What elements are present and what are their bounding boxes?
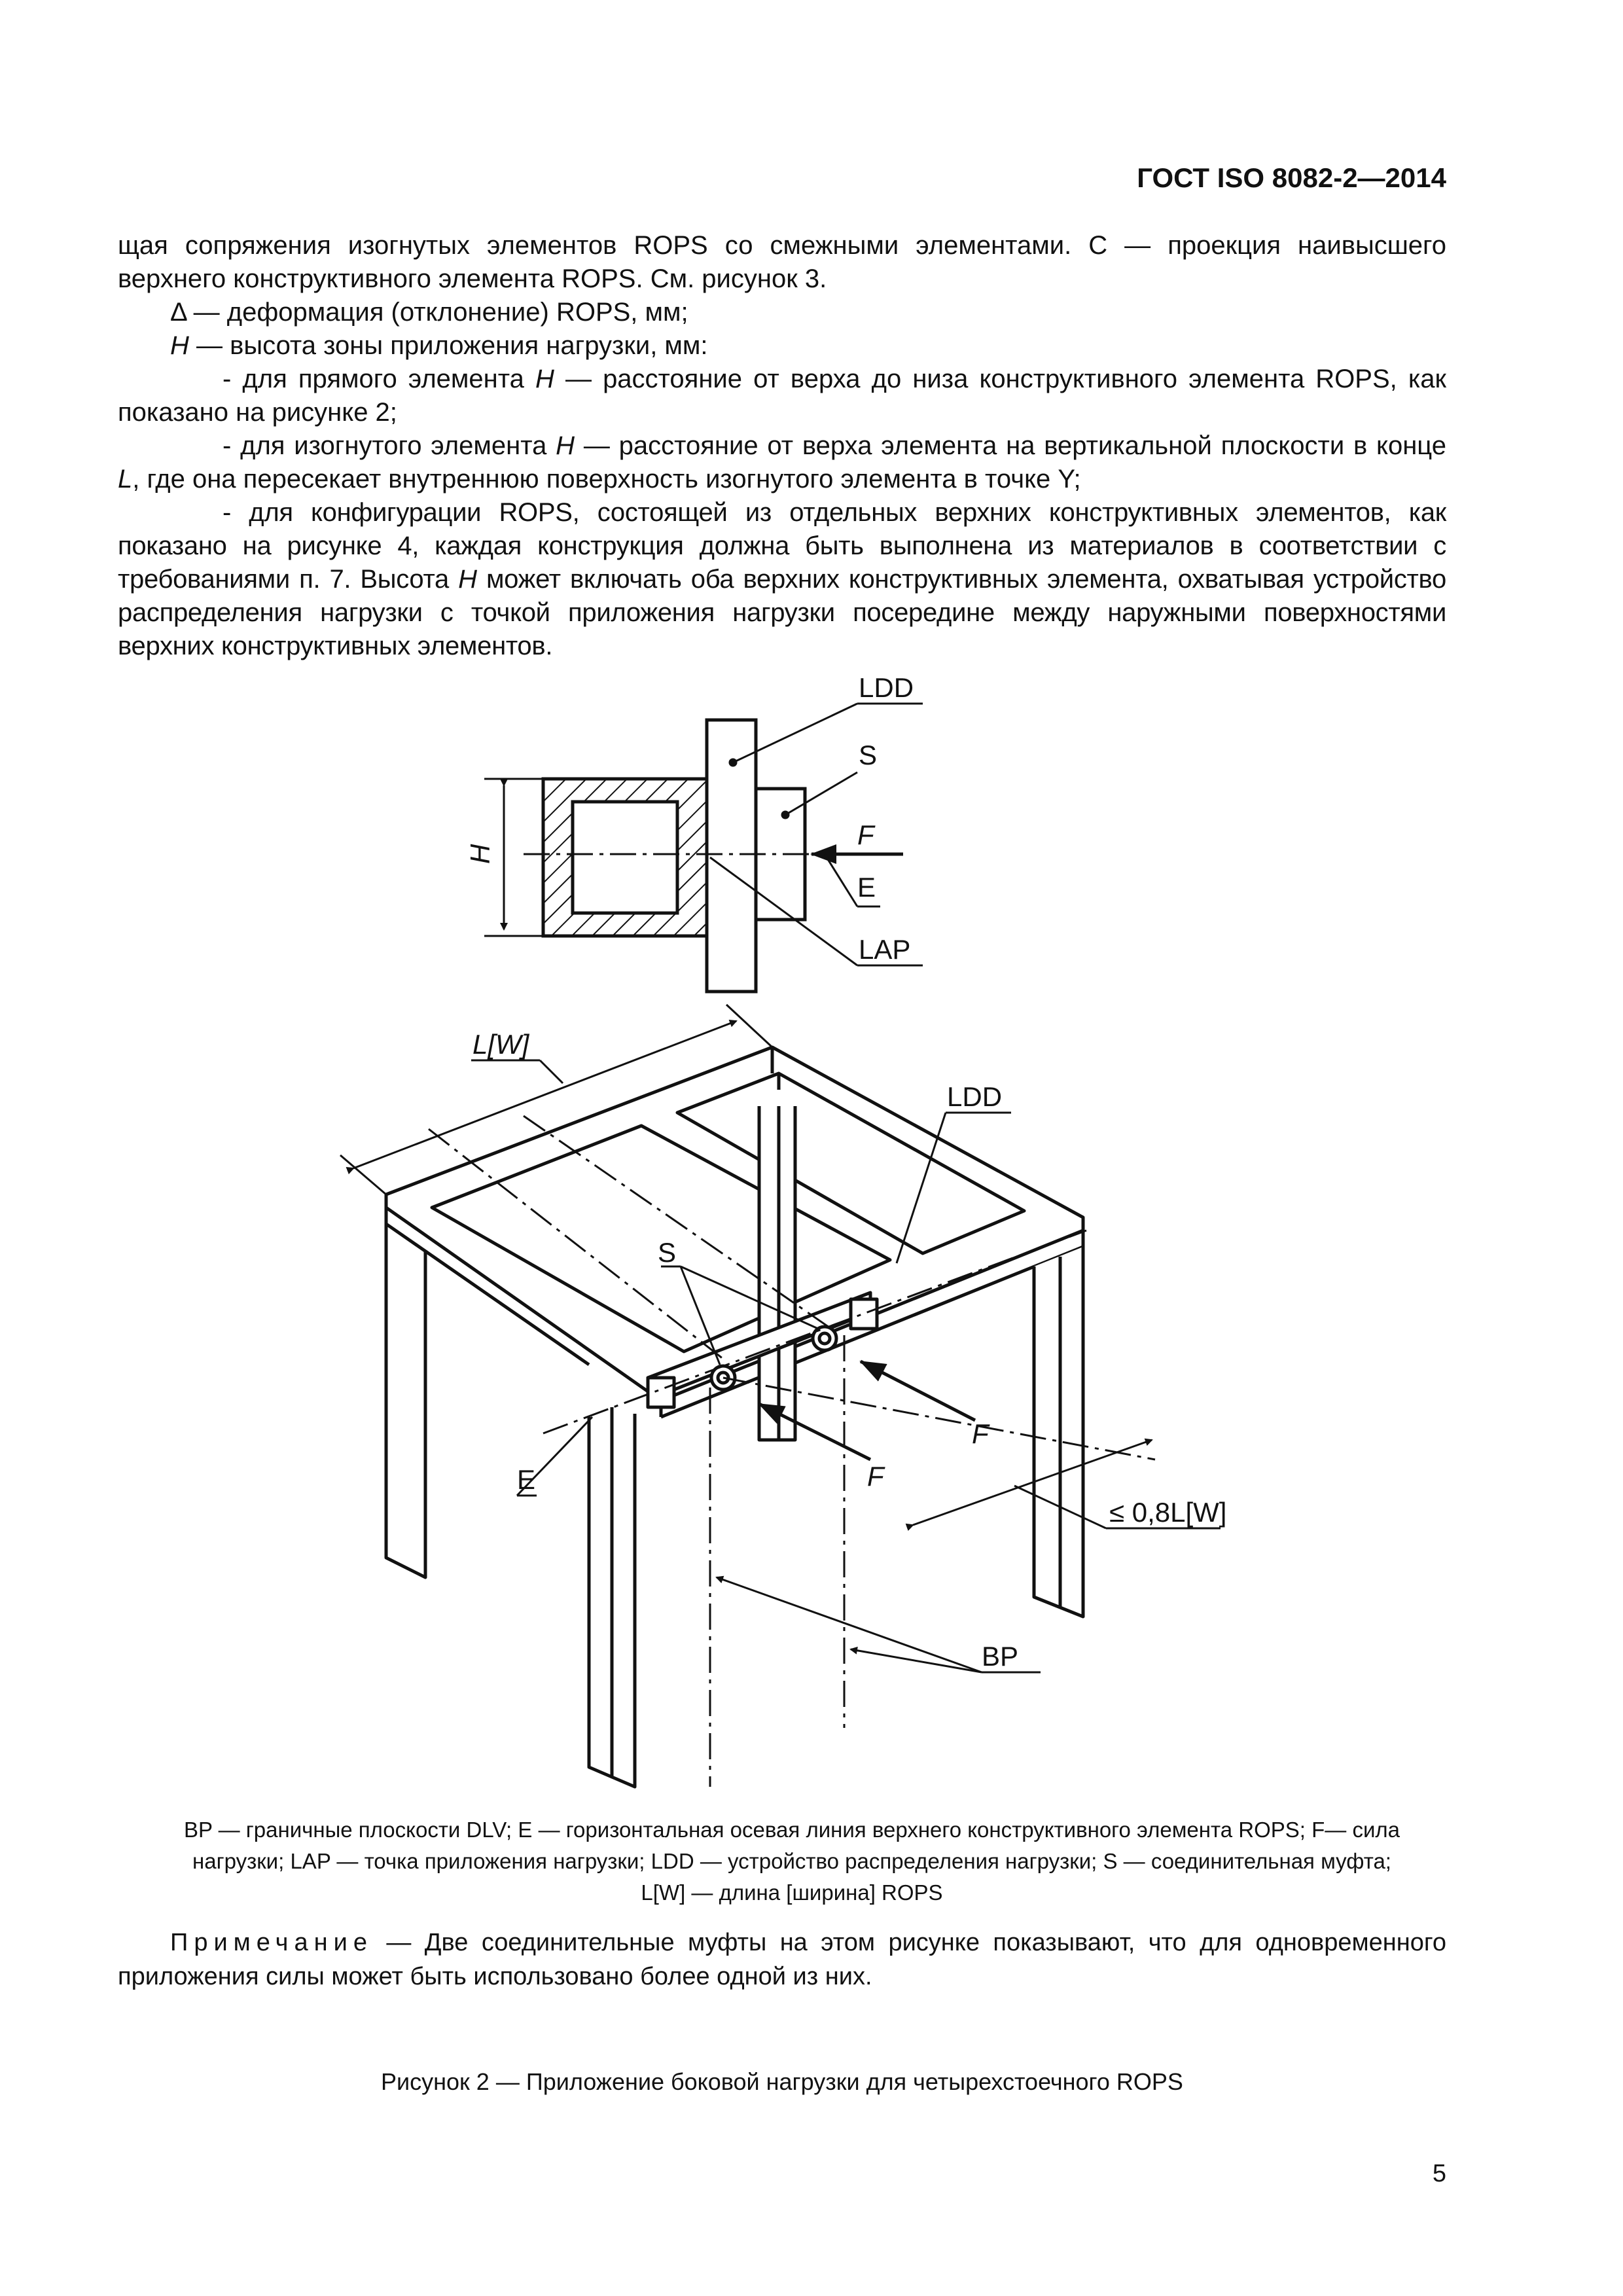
force-arrow-right (861, 1361, 975, 1420)
h-definition-text: — высота зоны приложения нагрузки, мм: (188, 331, 708, 360)
symbol-h: H (170, 331, 189, 360)
straight-element-text-b: — расстояние от верха до низа конструктивного элемента ROPS, как показано на рисунке 2; (118, 365, 1446, 427)
figure-legend (137, 1814, 1446, 1909)
label-f-main-2: F (867, 1461, 884, 1492)
page-number: 5 (1432, 2160, 1446, 2187)
rops-frame-isometric (340, 1005, 1221, 1787)
ldd-end-block-right (851, 1299, 877, 1329)
label-lw: L[W] (473, 1029, 529, 1060)
front-left-post (386, 1224, 425, 1577)
label-h: H (465, 844, 495, 864)
straight-element-text-a: - для прямого элемента (223, 365, 535, 393)
label-lap: LAP (859, 934, 911, 965)
label-dim-08lw: ≤ 0,8L[W] (1109, 1497, 1227, 1528)
label-ldd-detail: LDD (859, 672, 914, 703)
label-f-detail: F (857, 819, 874, 850)
note-label: Примечание (170, 1929, 373, 1956)
symbol-h: H (556, 431, 575, 460)
separate-elements-text-a: - для конфигурации ROPS, состоящей из отдельных верхних конструктивных элементов, как показано на рисунке 4, каждая конструкция должна быть выполнена из материалов в соответствии с требованиями п. 7. Высота (118, 498, 1446, 594)
label-s-detail: S (859, 740, 878, 770)
curved-element-text-b: — расстояние от верха элемента на вертикальной плоскости в конце (575, 431, 1446, 460)
label-bp: BP (982, 1641, 1019, 1672)
label-e-main: E (517, 1464, 536, 1495)
symbol-h: H (458, 565, 477, 594)
symbol-h: H (535, 365, 554, 393)
label-f-main-1: F (972, 1418, 989, 1449)
curved-element-text-c: , где она пересекает внутреннюю поверхность изогнутого элемента в точке Y; (132, 465, 1081, 493)
ldd-end-block-left (648, 1378, 674, 1407)
document-code-header: ГОСТ ISO 8082-2—2014 (1137, 162, 1446, 193)
figure-caption: Рисунок 2 — Приложение боковой нагрузки для четырехстоечного ROPS (381, 2068, 1183, 2095)
curved-element-text-a: - для изогнутого элемента (223, 431, 556, 460)
symbol-l: L (118, 465, 133, 493)
legend-line-1: BP — граничные плоскости DLV; E — горизонтальная осевая линия верхнего конструктивного элемента ROPS; F— сила (183, 1818, 1400, 1842)
legend-line-3: L[W] — длина [ширина] ROPS (641, 1880, 943, 1905)
label-s-main: S (658, 1237, 677, 1268)
label-e-detail: E (857, 872, 876, 903)
separate-elements-text-b: может включать оба верхних конструктивных элемента, охватывая устройство распределения нагрузки с точкой приложения нагрузки посередине между наружными поверхностями верхних конструктивных элементов. (118, 565, 1446, 660)
rops-member-hollow (573, 802, 677, 913)
paragraph-continuation: щая сопряжения изогнутых элементов ROPS со смежными элементами. С — проекция наивысшего верхнего конструктивного элемента ROPS. См. рисунок 3. (118, 231, 1446, 293)
legend-line-2: нагрузки; LAP — точка приложения нагрузки; LDD — устройство распределения нагрузки; S — соединительная муфта; (192, 1849, 1391, 1873)
figure-note (118, 1926, 1446, 1994)
paragraph-delta-definition: Δ — деформация (отклонение) ROPS, мм; (170, 298, 688, 327)
note-text: — Две соединительные муфты на этом рисунке показывают, что для одновременного приложения силы может быть использовано более одной из них. (118, 1929, 1446, 1990)
label-ldd-main: LDD (947, 1081, 1003, 1112)
